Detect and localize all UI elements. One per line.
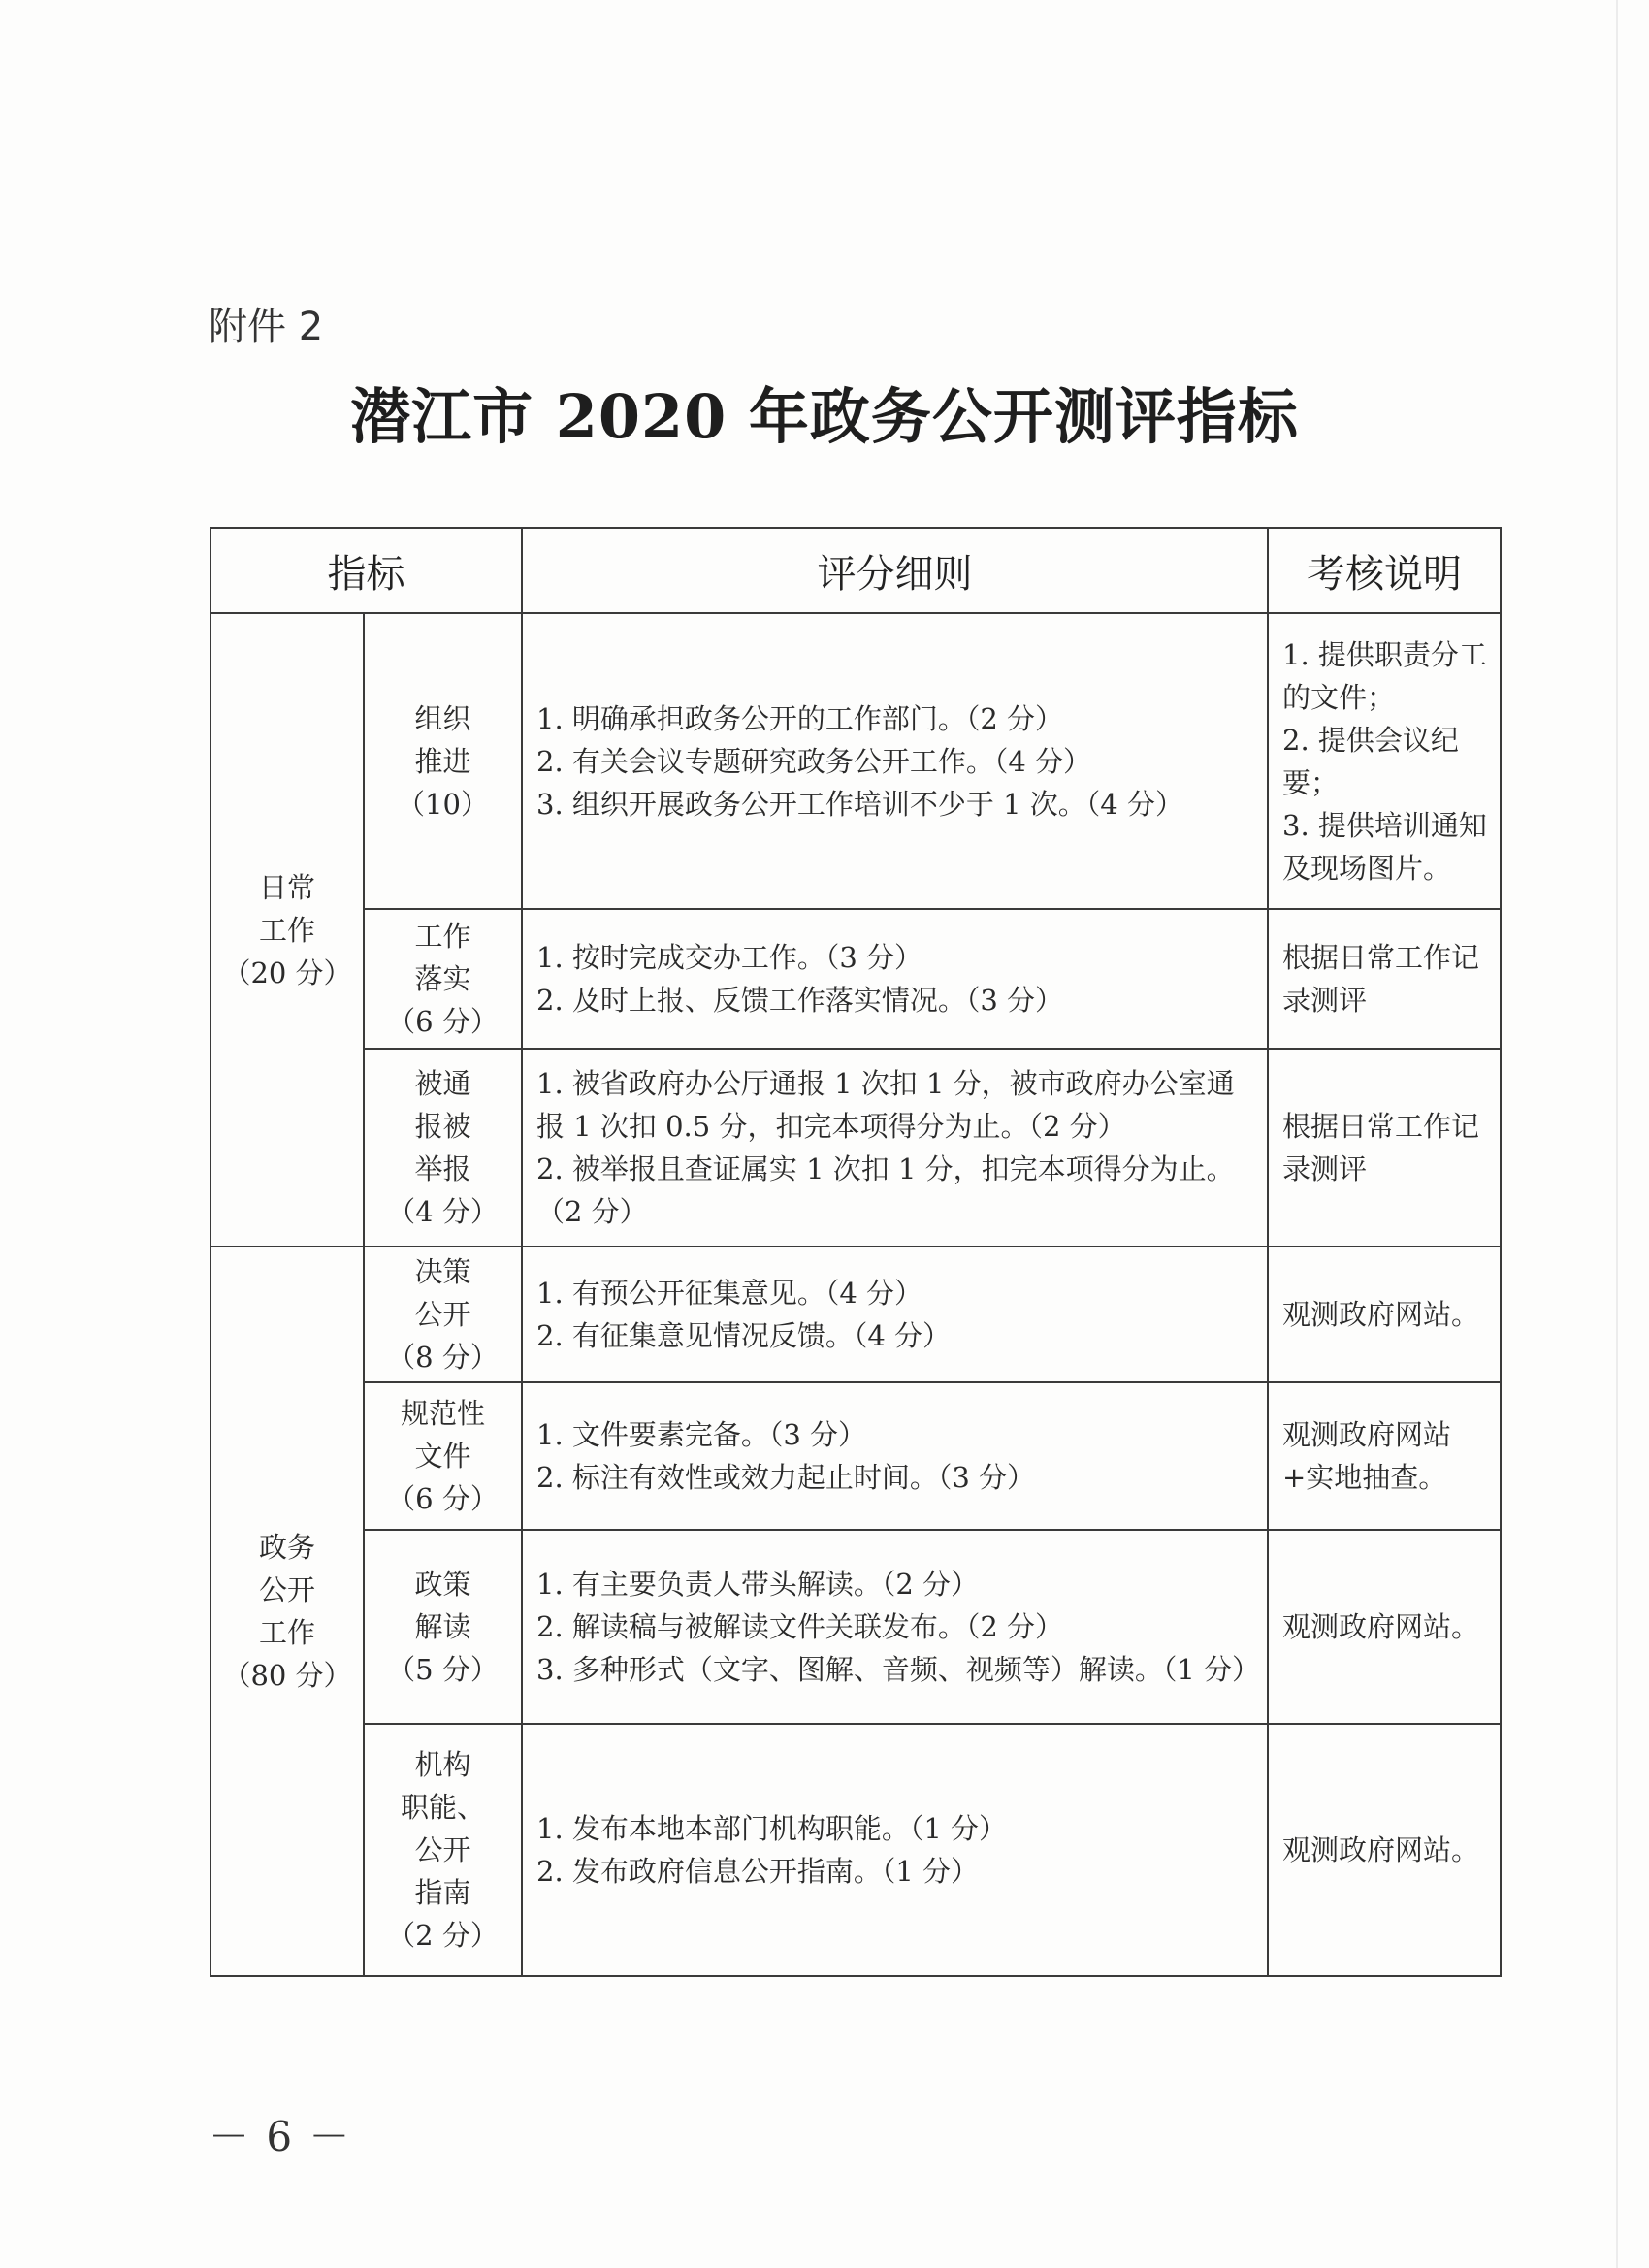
group-line: （80 分） xyxy=(222,1659,352,1692)
group-daily-work xyxy=(210,613,364,1247)
explanation-cell xyxy=(1268,1382,1501,1530)
attachment-label: 附件 2 xyxy=(209,305,324,349)
table-row xyxy=(210,1247,1501,1382)
sub-line: 公开 xyxy=(414,1298,471,1331)
table-row xyxy=(210,613,1501,909)
header-criteria: 评分细则 xyxy=(522,528,1268,613)
explanation-item: 根据日常工作记录测评 xyxy=(1282,1110,1480,1185)
criteria-item: 2. 标注有效性或效力起止时间。（3 分） xyxy=(536,1461,1036,1494)
sub-line: 工作 xyxy=(414,920,471,953)
criteria-cell xyxy=(522,909,1268,1049)
group-line: 政务 xyxy=(258,1531,315,1564)
sub-line: （2 分） xyxy=(387,1919,499,1952)
sub-line: 推进 xyxy=(414,744,471,778)
page-number: － 6 － xyxy=(209,2113,352,2160)
explanation-cell xyxy=(1268,1530,1501,1724)
explanation-item: 2. 提供会议纪要； xyxy=(1282,723,1459,799)
criteria-item: 2. 及时上报、反馈工作落实情况。（3 分） xyxy=(536,984,1064,1017)
sub-line: 职能、 xyxy=(400,1791,485,1824)
group-line: 工作 xyxy=(258,1616,315,1649)
criteria-item: 1. 明确承担政务公开的工作部门。（2 分） xyxy=(536,701,1064,735)
sub-line: 机构 xyxy=(414,1748,471,1781)
sub-indicator xyxy=(364,1382,522,1530)
sub-line: 文件 xyxy=(414,1440,471,1473)
sub-line: （5 分） xyxy=(387,1653,499,1686)
explanation-cell xyxy=(1268,1049,1501,1247)
criteria-item: 1. 按时完成交办工作。（3 分） xyxy=(536,941,923,974)
sub-line: 指南 xyxy=(414,1876,471,1909)
explanation-item: 观测政府网站。 xyxy=(1282,1610,1480,1643)
criteria-item: 1. 有预公开征集意见。（4 分） xyxy=(536,1277,923,1310)
group-gov-affairs-work xyxy=(210,1247,364,1976)
sub-line: 政策 xyxy=(414,1568,471,1601)
scan-edge-line xyxy=(1616,0,1618,2268)
sub-line: 报被 xyxy=(414,1110,471,1143)
table-row xyxy=(210,1530,1501,1724)
sub-line: 决策 xyxy=(414,1255,471,1288)
criteria-cell xyxy=(522,1382,1268,1530)
sub-indicator xyxy=(364,909,522,1049)
group-line: （20 分） xyxy=(222,956,352,989)
table-row xyxy=(210,1724,1501,1976)
criteria-item: 2. 有征集意见情况反馈。（4 分） xyxy=(536,1319,952,1352)
group-line: 日常 xyxy=(258,870,315,904)
explanation-item: 根据日常工作记录测评 xyxy=(1282,941,1480,1017)
sub-line: （4 分） xyxy=(387,1195,499,1228)
criteria-cell xyxy=(522,1049,1268,1247)
explanation-item: 观测政府网站。 xyxy=(1282,1833,1480,1866)
criteria-item: 1. 文件要素完备。（3 分） xyxy=(536,1418,867,1451)
explanation-item: 1. 提供职责分工的文件； xyxy=(1282,637,1487,714)
header-indicator: 指标 xyxy=(210,528,522,613)
criteria-item: 3. 组织开展政务公开工作培训不少于 1 次。（4 分） xyxy=(536,787,1183,821)
group-line: 工作 xyxy=(258,913,315,947)
criteria-item: 1. 发布本地本部门机构职能。（1 分） xyxy=(536,1812,1008,1845)
sub-indicator xyxy=(364,1049,522,1247)
criteria-cell xyxy=(522,1724,1268,1976)
sub-line: （6 分） xyxy=(387,1005,499,1038)
sub-line: 解读 xyxy=(414,1610,471,1643)
sub-line: 举报 xyxy=(414,1152,471,1185)
sub-line: （10） xyxy=(397,787,489,821)
sub-line: 组织 xyxy=(414,701,471,735)
table-row xyxy=(210,1049,1501,1247)
header-explanation: 考核说明 xyxy=(1268,528,1501,613)
table-header-row xyxy=(210,528,1501,613)
explanation-cell xyxy=(1268,613,1501,909)
criteria-cell xyxy=(522,1247,1268,1382)
criteria-cell xyxy=(522,613,1268,909)
explanation-cell xyxy=(1268,1247,1501,1382)
explanation-item: 3. 提供培训通知及现场图片。 xyxy=(1282,808,1487,885)
sub-indicator xyxy=(364,613,522,909)
sub-line: 公开 xyxy=(414,1833,471,1866)
explanation-item: 观测政府网站。 xyxy=(1282,1298,1480,1331)
sub-indicator xyxy=(364,1530,522,1724)
sub-line: 落实 xyxy=(414,962,471,995)
sub-line: （6 分） xyxy=(387,1482,499,1515)
criteria-item: 1. 被省政府办公厅通报 1 次扣 1 分，被市政府办公室通报 1 次扣 0.5 分，扣完本项得分为止。（2 分） xyxy=(536,1067,1235,1143)
criteria-item: 2. 解读稿与被解读文件关联发布。（2 分） xyxy=(536,1610,1064,1643)
sub-line: （8 分） xyxy=(387,1341,499,1374)
criteria-cell xyxy=(522,1530,1268,1724)
explanation-cell xyxy=(1268,1724,1501,1976)
explanation-cell xyxy=(1268,909,1501,1049)
sub-indicator xyxy=(364,1247,522,1382)
criteria-item: 2. 有关会议专题研究政务公开工作。（4 分） xyxy=(536,744,1092,778)
explanation-item: 观测政府网站+实地抽查。 xyxy=(1282,1418,1452,1494)
criteria-item: 1. 有主要负责人带头解读。（2 分） xyxy=(536,1568,980,1601)
table-row xyxy=(210,909,1501,1049)
criteria-item: 2. 被举报且查证属实 1 次扣 1 分，扣完本项得分为止。（2 分） xyxy=(536,1152,1235,1228)
criteria-item: 2. 发布政府信息公开指南。（1 分） xyxy=(536,1855,980,1888)
sub-line: 规范性 xyxy=(400,1397,485,1430)
group-line: 公开 xyxy=(258,1573,315,1606)
sub-indicator xyxy=(364,1724,522,1976)
criteria-item: 3. 多种形式（文字、图解、音频、视频等）解读。（1 分） xyxy=(536,1653,1261,1686)
evaluation-table xyxy=(210,527,1502,1977)
sub-line: 被通 xyxy=(414,1067,471,1100)
page-title: 潜江市 2020 年政务公开测评指标 xyxy=(350,381,1299,452)
table-row xyxy=(210,1382,1501,1530)
